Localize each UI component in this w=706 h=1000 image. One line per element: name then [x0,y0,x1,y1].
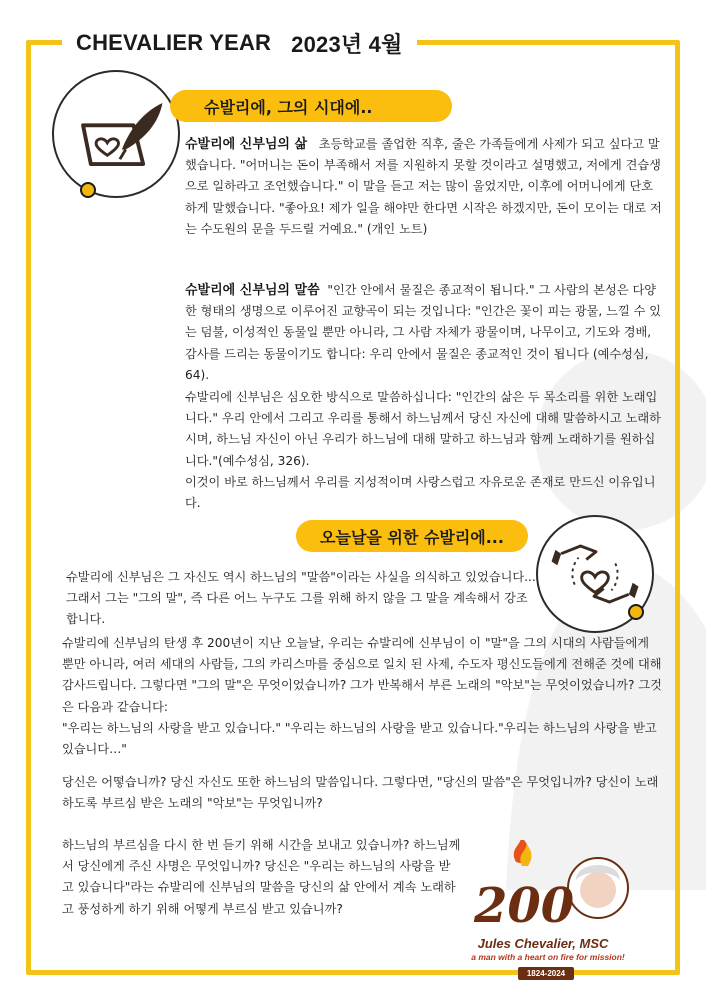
decor-dot [628,604,644,620]
logo-tagline: a man with a heart on fire for mission! [471,952,625,962]
logo-name: Jules Chevalier, MSC [477,936,609,951]
heart-quill-icon [54,72,178,196]
decor-dot [80,182,96,198]
paragraph-conscious: 슈발리에 신부님은 그 자신도 역시 하느님의 "말씀"이라는 사실을 의식하고 있었습니다... 그래서 그는 "그의 말", 즉 다른 어느 누구도 그를 위해 하지 않을 그 말을 계속해서 강조합니다. [66,570,536,627]
jubilee-logo [458,840,638,990]
quote-loved: "우리는 하느님의 사랑을 받고 있습니다." "우리는 하느님의 사랑을 받고 있습니다."우리는 하느님의 사랑을 받고 있습니다…" [62,720,657,757]
paragraph-reason: 이것이 바로 하느님께서 우리를 지성적이며 사랑스럽고 자유로운 존재로 만드신 이유입니다. [185,475,656,511]
label-life: 슈발리에 신부님의 삶 [185,137,308,152]
label-word: 슈발리에 신부님의 말씀 [185,283,320,298]
text-life: 초등학교를 졸업한 직후, 줄은 가족들에게 사제가 되고 싶다고 말했습니다. "어머니는 돈이 부족해서 저를 지원하지 못할 것이라고 설명했고, 저에게 견습생으로 일하라고 조언했습니다." 이 말을 듣고 저는 많이 울었지만, 이후에 어머니에게 단호하게 말했습니다. "좋아요! 제가 일을 해야만 한다면 시작은 하겠지만, 돈이 모이는 대로 저는 수도원의 문을 두드릴 거예요." (개인 노트) [185,137,662,236]
paragraph-two-voices: 슈발리에 신부님은 심오한 방식으로 말씀하십니다: "인간의 삶은 두 목소리를 위한 노래입니다." 우리 안에서 그리고 우리를 통해서 하느님께서 당신 자신에 대해 말씀하시고 노래하시며, 하느님 자신이 아닌 우리가 하느님에 대해 말하고 하느님과 함께 노래하기를 원하십니다."(예수성심, 326). [185,390,661,468]
heart-quill-icon-circle [52,70,180,198]
paragraph-word [185,280,663,386]
paragraph-calling: 하느님의 부르심을 다시 한 번 듣기 위해 시간을 보내고 있습니까? 하느님께서 당신에게 주신 사명은 무엇입니까? 당신은 "우리는 하느님의 사랑을 받고 있습니다"라는 슈발리에 신부님의 말씀을 당신의 삶 안에서 계속 노래하고 풍성하게 하기 위해 어떻게 부르심 받고 있습니까? [62,838,461,916]
paragraph-you: 당신은 어떻습니까? 당신 자신도 또한 하느님의 말씀입니다. 그렇다면, "당신의 말씀"은 무엇입니까? 당신이 노래하도록 부르심 받은 노래의 "악보"는 무엇입니까? [62,775,659,811]
section-heading-today: 오늘날을 위한 슈발리에... [296,520,528,552]
section-heading-era: 슈발리에, 그의 시대에.. [170,90,452,122]
page-title: CHEVALIER YEAR [76,30,272,55]
logo-number: 200 [474,878,575,934]
text-200-years: 슈발리에 신부님의 탄생 후 200년이 지난 오늘날, 우리는 슈발리에 신부님이 이 "말"을 그의 시대의 사람들에게 뿐만 아니라, 여러 세대의 사람들, 그의 카리스마를 중심으로 일치 된 사제, 수도자 평신도들에게 전해준 것에 대해 감사드립니다. 그렇다면 "그의 말"은 무엇이었습니까? 그가 반복해서 부른 노래의 "악보"는 무엇이었습니까? 그것은 다음과 같습니다: [62,636,662,714]
paragraph-200-years [62,633,662,760]
page-date: 2023년 4월 [291,31,403,57]
text-word: "인간 안에서 물질은 종교적이 됩니다." 그 사람의 본성은 다양한 형태의 생명으로 이루어진 교향곡이 되는 것입니다: "인간은 꽃이 피는 광물, 느낄 수 있는 덤불, 이성적인 동물일 뿐만 아니라, 그 사람 자체가 광물이며, 나무이고, 기도와 경배, 감사를 드리는 동물이기도 합니다: 우리 안에서 물질은 종교적인 것이 됩니다 (예수성심, 64). [185,283,662,382]
paragraph-life [185,134,663,240]
header [62,28,417,58]
logo-years: 1824-2024 [518,967,574,980]
logo-graphic [458,840,638,940]
